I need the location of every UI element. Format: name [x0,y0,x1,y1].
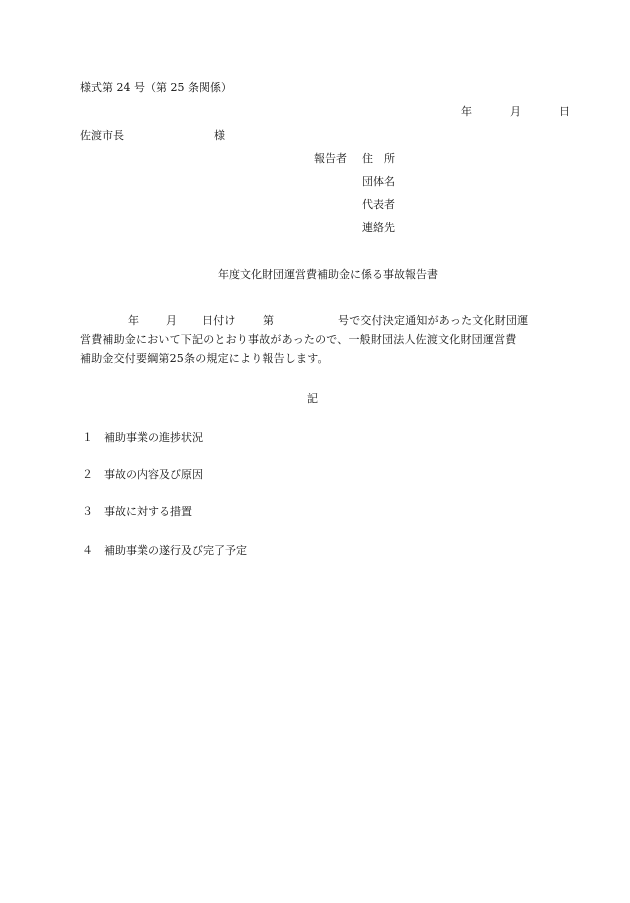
list-item [82,432,203,443]
body-number-prefix: 第 [263,314,275,327]
body-line-1-tail: 号で交付決定通知があった文化財団運 [338,314,529,327]
item-number: １ [82,431,93,444]
body-month-label: 月 [166,314,178,327]
date-year-label: 年 [461,105,472,118]
list-item [82,506,192,517]
item-text: 補助事業の遂行及び完了予定 [104,544,247,557]
item-number: ３ [82,505,93,518]
form-number: 様式第 24 号（第 25 条関係） [80,81,232,94]
document-title: 年度文化財団運営費補助金に係る事故報告書 [218,268,438,281]
item-text: 事故に対する措置 [104,505,192,518]
item-number: ２ [82,468,93,481]
item-number: ４ [82,544,93,557]
addressee-name: 佐渡市長 [80,129,124,142]
body-line-2: 営費補助金において下記のとおり事故があったので、一般財団法人佐渡文化財団運営費 [80,333,517,346]
reporter-contact-label: 連絡先 [362,221,395,234]
date-day-label: 日 [559,105,570,118]
reporter-representative-label: 代表者 [362,198,395,211]
reporter-org-label: 団体名 [362,175,395,188]
date-line [461,106,570,117]
reporter-address-label: 住 所 [362,152,395,165]
list-item [82,545,247,556]
date-month-label: 月 [510,105,521,118]
ki-heading: 記 [307,392,318,405]
body-line-3: 補助金交付要綱第25条の規定により報告します。 [80,352,329,365]
item-text: 事故の内容及び原因 [104,468,203,481]
list-item [82,469,203,480]
reporter-label: 報告者 [314,152,347,165]
item-text: 補助事業の進捗状況 [104,431,203,444]
body-date-suffix: 日付け [202,314,236,327]
body-year-label: 年 [128,314,140,327]
addressee-honorific: 様 [214,129,225,142]
